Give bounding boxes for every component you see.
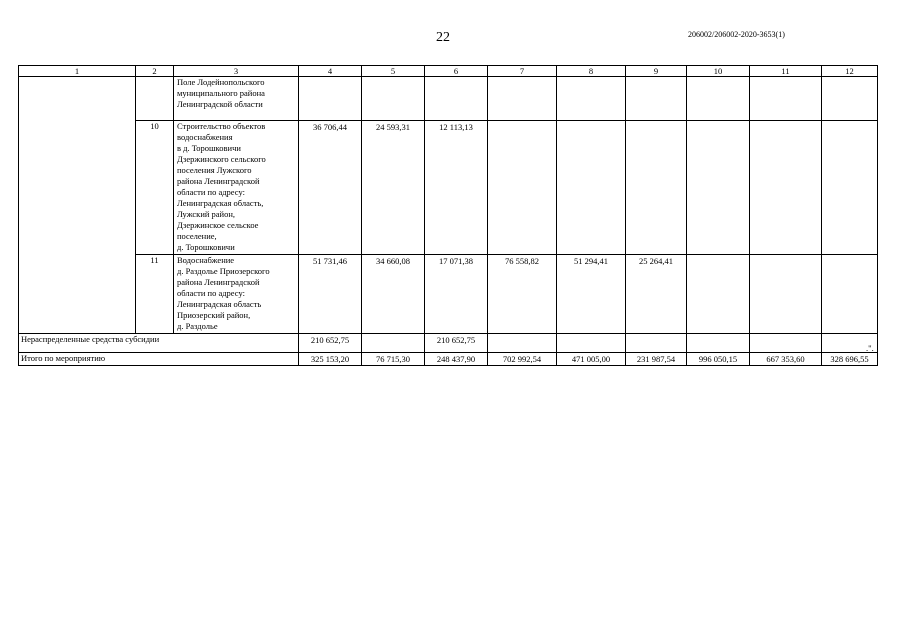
header-cell: 6 [425,66,488,77]
total-row [19,353,878,366]
total-value: 702 992,54 [488,353,557,366]
table-row [19,77,878,121]
header-cell: 9 [626,66,687,77]
total-value: 996 050,15 [687,353,750,366]
value-cell [687,77,750,121]
value-cell [822,255,878,334]
total-label: Итого по мероприятию [19,353,299,366]
budget-table [18,65,878,366]
value-cell: 51 294,41 [557,255,626,334]
unallocated-row [19,334,878,353]
value-cell [557,121,626,255]
value-cell [750,77,822,121]
total-value: 328 696,55 [822,353,878,366]
value-cell [750,334,822,353]
value-cell [557,334,626,353]
value-cell: 210 652,75 [425,334,488,353]
table-row [19,255,878,334]
total-value: 471 005,00 [557,353,626,366]
total-value: 667 353,60 [750,353,822,366]
value-cell [750,255,822,334]
value-cell: 25 264,41 [626,255,687,334]
value-cell [687,121,750,255]
value-cell [626,77,687,121]
header-cell: 4 [299,66,362,77]
value-cell: 17 071,38 [425,255,488,334]
value-cell: 24 593,31 [362,121,425,255]
row-index: 10 [136,121,174,255]
object-name: Поле Лодейнопольского муниципального района Ленинградской области [174,77,299,121]
value-cell [362,334,425,353]
page-number: 22 [436,30,450,45]
total-value: 76 715,30 [362,353,425,366]
value-cell [822,121,878,255]
header-cell: 5 [362,66,425,77]
value-cell [488,77,557,121]
object-name: Водоснабжение д. Раздолье Приозерского района Ленинградской области по адресу: Ленинградская область Приозерский район, д. Раздолье [174,255,299,334]
header-cell: 1 [19,66,136,77]
header-cell: 10 [687,66,750,77]
value-cell [822,77,878,121]
header-cell: 11 [750,66,822,77]
total-value: 231 987,54 [626,353,687,366]
header-cell: 7 [488,66,557,77]
value-cell [488,334,557,353]
closing-quote-mark: .". [866,343,874,353]
header-cell: 2 [136,66,174,77]
header-row [19,66,878,77]
value-cell [626,121,687,255]
total-value: 325 153,20 [299,353,362,366]
header-cell: 8 [557,66,626,77]
value-cell: 34 660,08 [362,255,425,334]
value-cell [626,334,687,353]
value-cell [425,77,488,121]
value-cell [488,121,557,255]
value-cell: 76 558,82 [488,255,557,334]
row-index: 11 [136,255,174,334]
unallocated-label: Нераспределенные средства субсидии [19,334,299,353]
row-index [136,77,174,121]
value-cell: 210 652,75 [299,334,362,353]
object-name: Строительство объектов водоснабжения в д. Торошковичи Дзержинского сельского поселения Лужского района Ленинградской области по адресу: Ленинградская область, Лужский район, Дзержинское сельское поселение, д. Торошковичи [174,121,299,255]
value-cell: 51 731,46 [299,255,362,334]
value-cell [687,334,750,353]
value-cell [557,77,626,121]
blank-cell [19,77,136,334]
table-row [19,121,878,255]
value-cell [299,77,362,121]
value-cell [750,121,822,255]
total-value: 248 437,90 [425,353,488,366]
header-cell: 12 [822,66,878,77]
value-cell: 12 113,13 [425,121,488,255]
value-cell [687,255,750,334]
value-cell: 36 706,44 [299,121,362,255]
document-id: 206002/206002-2020-3653(1) [688,30,785,39]
value-cell [362,77,425,121]
header-cell: 3 [174,66,299,77]
